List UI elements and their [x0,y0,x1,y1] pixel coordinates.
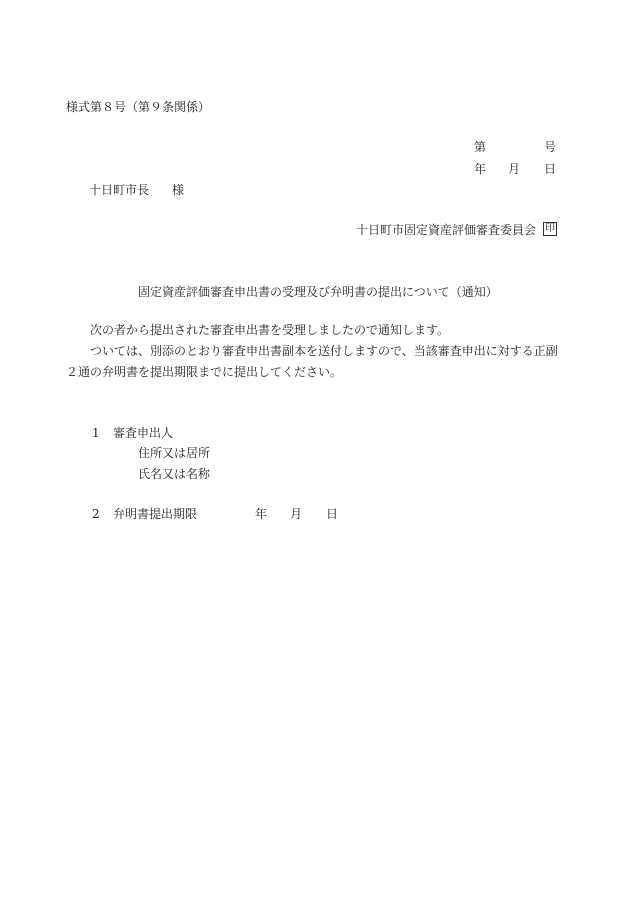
item-2-label: 弁明書提出期限 [113,507,198,521]
number-label-left: 第 [474,140,487,154]
body-line-3: ２通の弁明書を提出期限までに提出してください。 [66,365,343,379]
item-1-name: 氏名又は名称 [138,467,211,481]
item-2-number: 2 [92,507,100,521]
addressee-honorific: 様 [172,183,185,197]
item-2-month-label: 月 [290,507,303,521]
addressee-name: 十日町市長 [89,183,150,197]
number-label-right: 号 [544,140,557,154]
date-month-label: 月 [508,162,521,176]
item-2-day-label: 日 [326,507,339,521]
notice-title: 固定資産評価審査申出書の受理及び弁明書の提出について（通知） [138,285,498,299]
body-line-1: 次の者から提出された審査申出書を受理しましたので通知します。 [90,323,450,337]
sender-name: 十日町市固定資産評価審査委員会 [356,223,537,237]
item-2-year-label: 年 [255,507,268,521]
item-1-label: 審査申出人 [113,426,174,440]
date-day-label: 日 [544,162,557,176]
item-1-number: 1 [92,426,100,440]
date-year-label: 年 [474,162,487,176]
item-1-address: 住所又は居所 [138,446,211,460]
body-line-2: ついては、別添のとおり審査申出書副本を送付しますので、当該審査申出に対する正副 [90,344,558,358]
seal-mark [543,222,557,236]
seal-icon: 印 [545,223,555,234]
form-number: 様式第８号（第９条関係） [66,100,211,114]
